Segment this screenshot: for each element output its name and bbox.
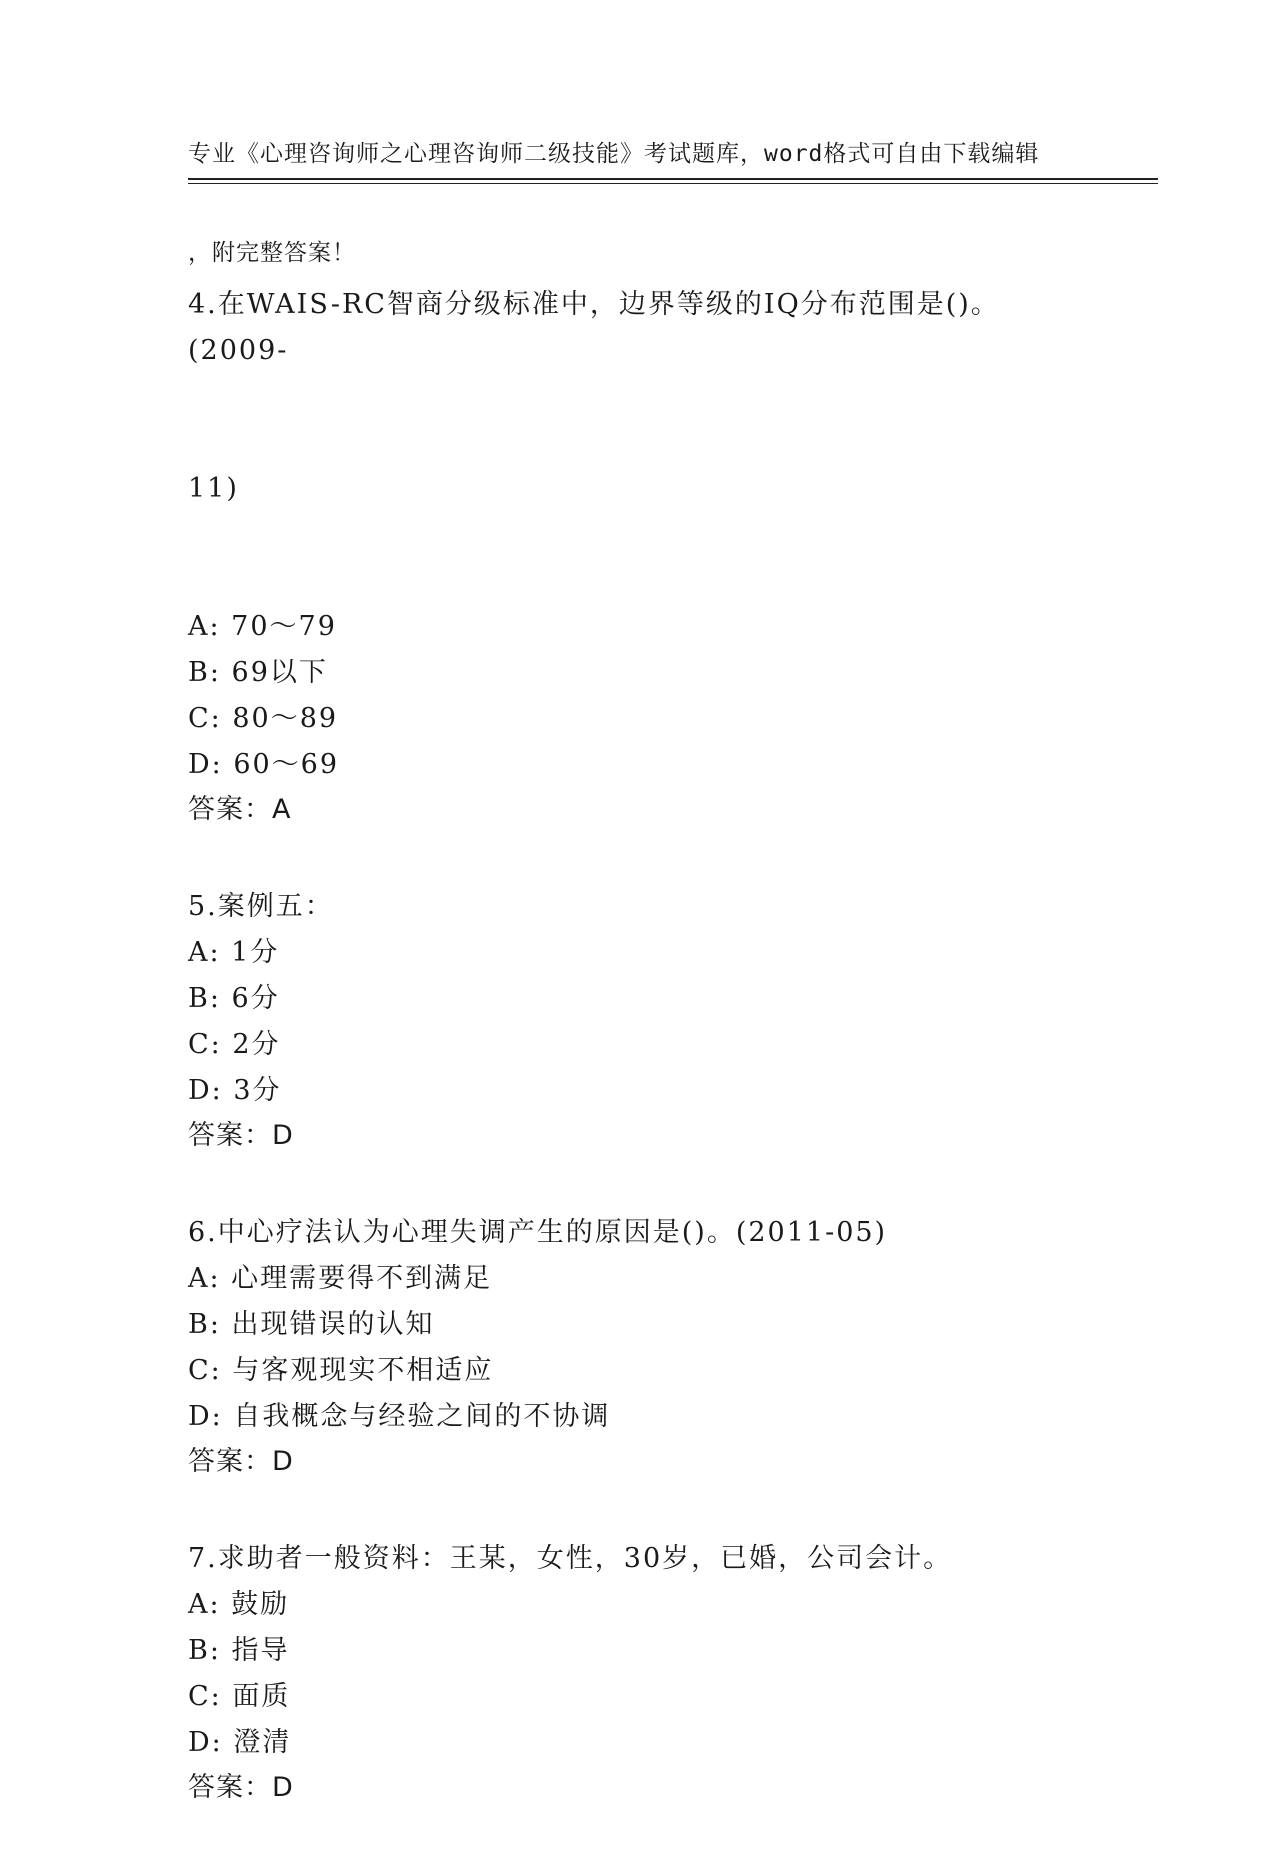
option-c: C: 2分: [188, 1029, 281, 1060]
answer-line: 答案：A: [188, 794, 292, 825]
option-b: B: 出现错误的认知: [188, 1309, 435, 1340]
option-b: B: 指导: [188, 1635, 290, 1666]
question-5: [188, 884, 1088, 1158]
header-line-1: 专业《心理咨询师之心理咨询师二级技能》考试题库，word格式可自由下载编辑: [188, 141, 1040, 167]
question-stem: 5.案例五：: [188, 891, 334, 922]
header-line-2: ，附完整答案！: [188, 240, 356, 266]
question-stem: 7.求助者一般资料：王某，女性，30岁，已婚，公司会计。: [188, 1543, 953, 1574]
answer-line: 答案：D: [188, 1446, 294, 1477]
header-divider-thick: [188, 178, 1158, 180]
question-7: [188, 1536, 1088, 1810]
question-stem-line: 4.在WAIS-RC智商分级标准中，边界等级的IQ分布范围是()。(2009-: [188, 289, 1000, 366]
option-b: B: 69以下: [188, 657, 328, 688]
header-divider-thin: [188, 183, 1158, 184]
option-d: D: 3分: [188, 1075, 282, 1106]
question-list: [188, 190, 1088, 1862]
option-c: C: 与客观现实不相适应: [188, 1355, 494, 1386]
option-d: D: 60～69: [188, 749, 340, 780]
question-4: [188, 190, 1088, 832]
answer-line: 答案：D: [188, 1120, 294, 1151]
option-a: A: 1分: [188, 937, 280, 968]
option-a: A: 70～79: [188, 611, 337, 642]
question-stem: [188, 190, 1088, 604]
option-b: B: 6分: [188, 983, 280, 1014]
option-a: A: 鼓励: [188, 1589, 290, 1620]
option-a: A: 心理需要得不到满足: [188, 1263, 493, 1294]
option-d: D: 澄清: [188, 1727, 292, 1758]
answer-line: 答案：D: [188, 1772, 294, 1803]
option-d: D: 自我概念与经验之间的不协调: [188, 1401, 611, 1432]
question-6: [188, 1210, 1088, 1484]
question-stem-line: 11): [188, 473, 239, 504]
question-stem: 6.中心疗法认为心理失调产生的原因是()。(2011-05): [188, 1217, 888, 1248]
option-c: C: 80～89: [188, 703, 339, 734]
option-c: C: 面质: [188, 1681, 291, 1712]
